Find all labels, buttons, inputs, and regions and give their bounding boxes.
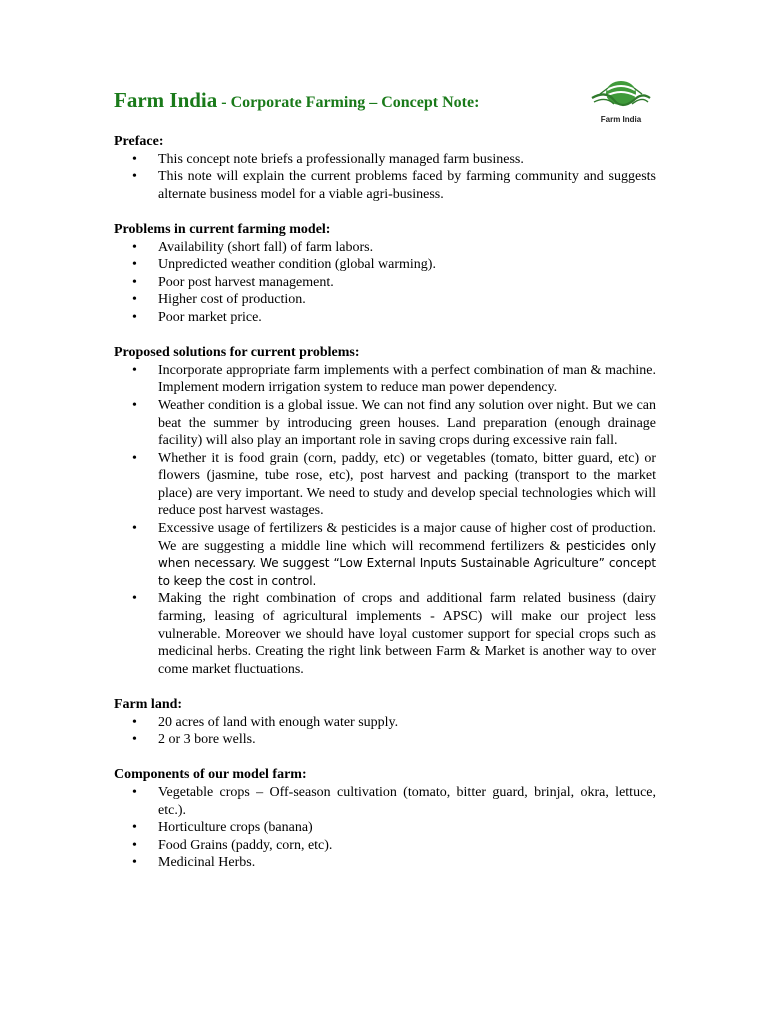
page-title xyxy=(114,88,479,113)
farmland-heading: Farm land: xyxy=(114,697,183,712)
list-item: • Horticulture crops (banana) xyxy=(114,819,656,837)
section-components xyxy=(114,766,656,872)
title-sub: - Corporate Farming – Concept Note: xyxy=(217,94,480,111)
farmland-list xyxy=(114,714,656,749)
section-farmland xyxy=(114,696,656,749)
list-item: • Availability (short fall) of farm labors. xyxy=(114,239,656,257)
list-item: • Whether it is food grain (corn, paddy, etc) or vegetables (tomato, bitter guard, etc) or flowers (jasmine, tube rose, etc), post harvest and packing (transport to the market place) are very important. We need to study and develop special technologies which will reduce post harvest wastages. xyxy=(114,450,656,520)
farm-india-logo xyxy=(588,76,654,128)
problems-list xyxy=(114,239,656,327)
title-main: Farm India xyxy=(114,88,218,112)
section-problems xyxy=(114,221,656,327)
logo-label: Farm India xyxy=(600,115,642,124)
section-solutions xyxy=(114,344,656,678)
problems-heading: Problems in current farming model: xyxy=(114,221,331,237)
list-item: • 20 acres of land with enough water supply. xyxy=(114,714,656,732)
list-item: • Incorporate appropriate farm implements with a perfect combination of man & machine. Implement modern irrigation system to reduce man power dependency. xyxy=(114,362,656,397)
preface-heading: Preface: xyxy=(114,134,164,149)
components-heading: Components of our model farm: xyxy=(114,767,307,783)
list-item: • This note will explain the current problems faced by farming community and suggests alternate business model for a viable agri-business. xyxy=(114,168,656,203)
section-preface xyxy=(114,133,656,203)
solutions-heading: Proposed solutions for current problems: xyxy=(114,345,360,361)
list-item: • Poor post harvest management. xyxy=(114,274,656,292)
list-item: • Vegetable crops – Off-season cultivation (tomato, bitter guard, brinjal, okra, lettuce, etc.). xyxy=(114,784,656,819)
fertilizer-text-part1: Excessive usage of fertilizers & pesticides is a major cause of higher cost of production. We are suggesting a middle line which will recommend fertilizers & xyxy=(158,521,656,554)
list-item: • Food Grains (paddy, corn, etc). xyxy=(114,837,656,855)
list-item: • Medicinal Herbs. xyxy=(114,854,656,872)
document-body xyxy=(114,133,656,890)
list-item: • Poor market price. xyxy=(114,309,656,327)
list-item: • Making the right combination of crops and additional farm related business (dairy farming, leasing of agricultural implements - APSC) will make our project less vulnerable. Moreover we should have loyal customer support for special crops such as medicinal herbs. Creating the right link between Farm & Market is another way to over come market fluctuations. xyxy=(114,590,656,678)
list-item: • This concept note briefs a professionally managed farm business. xyxy=(114,151,656,169)
list-item: • 2 or 3 bore wells. xyxy=(114,731,656,749)
components-list xyxy=(114,784,656,872)
preface-list xyxy=(114,151,656,204)
list-item: • Weather condition is a global issue. We can not find any solution over night. But we can beat the summer by introducing green houses. Land preparation (enough drainage facility) will also play an important role in saving crops during excessive rain fall. xyxy=(114,397,656,450)
globe-logo-icon xyxy=(588,76,654,116)
list-item: • Unpredicted weather condition (global warming). xyxy=(114,256,656,274)
list-item: • Higher cost of production. xyxy=(114,291,656,309)
fertilizer-text-part2: pesticides only when necessary. We suggest “Low External Inputs Sustainable Agriculture” concept to keep the cost in control. xyxy=(158,538,656,588)
list-item-fertilizers xyxy=(114,520,656,590)
solutions-list xyxy=(114,362,656,679)
